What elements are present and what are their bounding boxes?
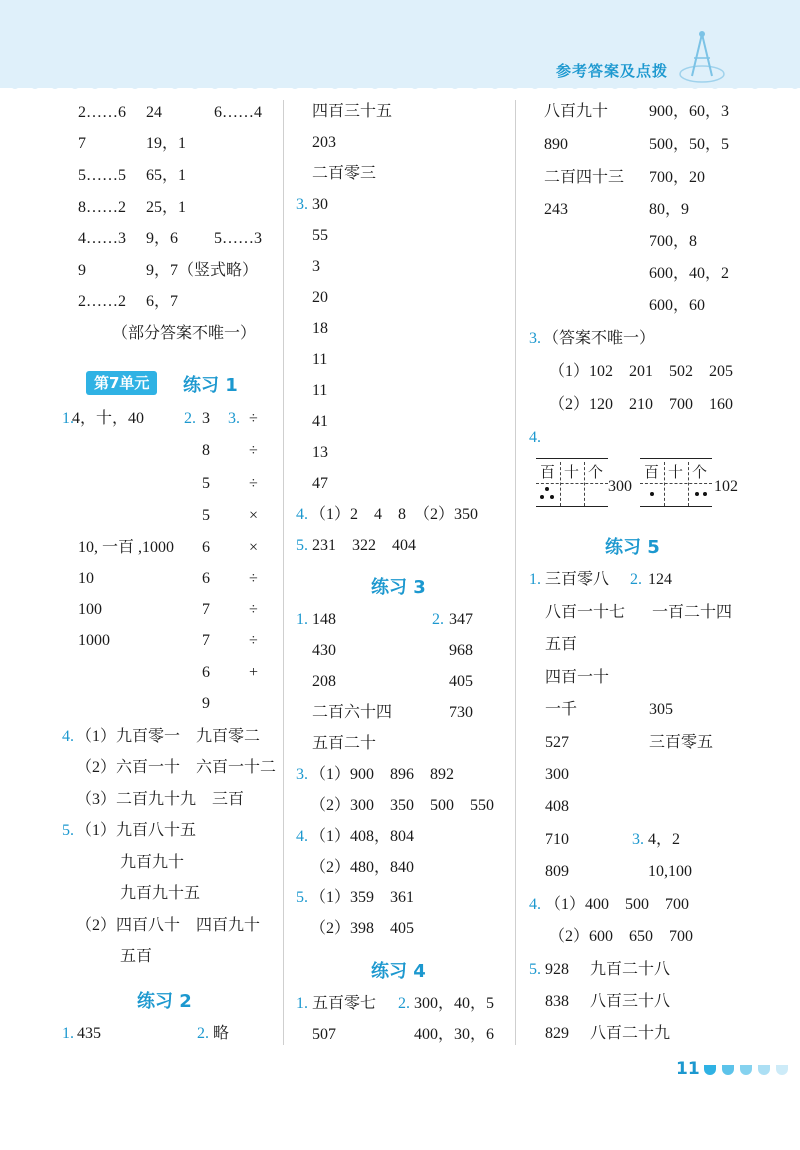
answer-value: 30 [312, 196, 328, 213]
unit-badge: 第7单元 [86, 371, 157, 395]
compass-icon [672, 28, 732, 88]
answer-value: 710 [545, 831, 569, 848]
question-number: 2. [630, 571, 642, 588]
answer-value: 3 [312, 258, 320, 275]
answer-symbol: ÷ [249, 410, 258, 427]
answer-value: 一千 [545, 701, 578, 718]
answer-line: 五百 [120, 948, 153, 965]
abacus-bead [695, 492, 699, 496]
section-title: 练习 5 [605, 537, 660, 558]
abacus-diagram [640, 458, 712, 510]
question-number: 2. [197, 1025, 209, 1042]
abacus-bead [540, 495, 544, 499]
answer-value: 305 [649, 701, 673, 718]
abacus-label-hundreds: 百 [644, 465, 660, 481]
answer-cell: 6，7 [146, 293, 179, 310]
answer-value: 829 [545, 1025, 569, 1042]
answer-value: 4，2 [648, 831, 681, 848]
answer-value: 3 [202, 410, 210, 427]
question-number: 1. [529, 571, 541, 588]
answer-cell: 4……3 [78, 230, 126, 247]
answer-value: 968 [449, 642, 473, 659]
answer-line: 四百三十五 [312, 103, 393, 120]
answer-cell: 2……6 [78, 104, 126, 121]
answer-value: 700，8 [649, 233, 698, 250]
answer-line: （1）102 201 502 205 [549, 363, 734, 380]
answer-line: 九百九十五 [120, 885, 201, 902]
answer-symbol: + [249, 664, 259, 681]
answer-value: 6 [202, 539, 210, 556]
abacus-value: 300 [608, 478, 632, 495]
answer-value: 6 [202, 570, 210, 587]
abacus-bead [545, 487, 549, 491]
question-number: 4. [62, 728, 74, 745]
abacus-label-tens: 十 [564, 465, 580, 481]
answer-value: 148 [312, 611, 336, 628]
answer-value: 九百二十八 [590, 961, 671, 978]
answer-symbol: ÷ [249, 632, 258, 649]
answer-value: 100 [78, 601, 102, 618]
answer-line: （2）398 405 [310, 920, 415, 937]
answer-line: （1）408，804 [310, 828, 415, 845]
answer-cell: 19，1 [146, 135, 187, 152]
section-title: 练习 4 [371, 961, 426, 982]
answer-value: 600，40，2 [649, 265, 730, 282]
answer-value: 9 [202, 695, 210, 712]
answer-value: 三百零八 [545, 571, 610, 588]
answer-value: 11 [312, 351, 328, 368]
question-number: 5. [529, 961, 541, 978]
abacus-label-ones: 个 [692, 465, 708, 481]
answer-text: 4，十，40 [72, 410, 145, 427]
question-number: 1. [296, 611, 308, 628]
answer-line: 二百零三 [312, 165, 377, 182]
header-title: 参考答案及点拨 [555, 62, 668, 80]
answer-value: 20 [312, 289, 328, 306]
question-number: 3. [296, 196, 308, 213]
section-title: 练习 3 [371, 577, 426, 598]
answer-value: 10,100 [648, 863, 692, 880]
answer-value: 五百 [545, 636, 578, 653]
answer-symbol: ÷ [249, 570, 258, 587]
answer-value: 80，9 [649, 201, 690, 218]
answer-value: 7 [202, 632, 210, 649]
answer-line: 九百九十 [120, 854, 185, 871]
answer-value: 890 [544, 136, 568, 153]
question-number: 5. [296, 537, 308, 554]
answer-value: 18 [312, 320, 328, 337]
answer-value: 11 [312, 382, 328, 399]
answer-value: 700，20 [649, 169, 706, 186]
answer-symbol: × [249, 539, 259, 556]
abacus-bead [703, 492, 707, 496]
answer-value: 838 [545, 993, 569, 1010]
answer-value: 五百二十 [312, 735, 377, 752]
answer-line: （1）2 4 8 （2）350 [310, 506, 479, 523]
answer-value: 55 [312, 227, 328, 244]
answer-symbol: ÷ [249, 442, 258, 459]
answer-line: （1）九百零一 九百零二 [76, 728, 261, 745]
answer-value: 6 [202, 664, 210, 681]
abacus-diagram [536, 458, 608, 510]
answer-value: 243 [544, 201, 568, 218]
answer-value: 五百零七 [312, 995, 377, 1012]
question-number: 5. [62, 822, 74, 839]
answer-value: 四百一十 [545, 669, 610, 686]
answer-cell: 65，1 [146, 167, 187, 184]
question-number: 2. [398, 995, 410, 1012]
answer-value: 124 [648, 571, 672, 588]
answer-value: 928 [545, 961, 569, 978]
answer-value: 430 [312, 642, 336, 659]
answer-value: 41 [312, 413, 328, 430]
answer-note: （答案不唯一） [543, 330, 656, 347]
answer-cell: 25，1 [146, 199, 187, 216]
answer-value: 八百二十九 [590, 1025, 671, 1042]
answer-cell: 5……3 [214, 230, 262, 247]
answer-value: 二百六十四 [312, 704, 393, 721]
question-number: 4. [529, 896, 541, 913]
page-number: 11 [676, 1059, 700, 1079]
answer-value: 7 [202, 601, 210, 618]
answer-value: 408 [545, 798, 569, 815]
column-divider-2 [515, 100, 516, 1045]
answer-value: 347 [449, 611, 473, 628]
answer-symbol: ÷ [249, 475, 258, 492]
answer-value: 300，40，5 [414, 995, 495, 1012]
answer-symbol: ÷ [249, 601, 258, 618]
answer-value: 8 [202, 442, 210, 459]
question-number: 3. [529, 330, 541, 347]
answer-line: （2）120 210 700 160 [549, 396, 734, 413]
answer-value: 略 [213, 1025, 230, 1042]
answer-note: （部分答案不唯一） [112, 325, 257, 342]
question-number: 4. [296, 828, 308, 845]
question-number: 3. [296, 766, 308, 783]
answer-cell: 7 [78, 135, 86, 152]
answer-value: 5 [202, 475, 210, 492]
answer-line: 231 322 404 [312, 537, 417, 554]
answer-value: 809 [545, 863, 569, 880]
abacus-bead [650, 492, 654, 496]
column-divider-1 [283, 100, 284, 1045]
answer-value: 400，30，6 [414, 1026, 495, 1043]
footer-dots-decoration [702, 1063, 798, 1077]
answer-value: 1000 [78, 632, 110, 649]
answer-value: 900，60，3 [649, 103, 730, 120]
answer-value: 八百一十七 [545, 604, 626, 621]
answer-value: 一百二十四 [652, 604, 733, 621]
answer-value: 527 [545, 734, 569, 751]
answer-line: （2）四百八十 四百九十 [76, 917, 261, 934]
answer-line: （1）900 896 892 [310, 766, 455, 783]
answer-cell: 24 [146, 104, 162, 121]
abacus-label-tens: 十 [668, 465, 684, 481]
answer-value: 10 [78, 570, 94, 587]
question-number: 2. [432, 611, 444, 628]
question-number: 1. [62, 1025, 74, 1042]
abacus-label-ones: 个 [588, 465, 604, 481]
answer-value: 二百四十三 [544, 169, 625, 186]
answer-cell: 9，7（竖式略） [146, 262, 259, 279]
question-number: 3. [632, 831, 644, 848]
answer-value: 10, 一百 ,1000 [78, 539, 175, 556]
answer-line: （1）九百八十五 [76, 822, 197, 839]
answer-cell: 6……4 [214, 104, 262, 121]
abacus-bead [550, 495, 554, 499]
answer-value: 500，50，5 [649, 136, 730, 153]
question-number: 5. [296, 889, 308, 906]
question-number: 1. [296, 995, 308, 1012]
answer-line: （2）480，840 [310, 859, 415, 876]
answer-value: 三百零五 [649, 734, 714, 751]
section-title: 练习 2 [137, 991, 192, 1012]
question-number: 4. [296, 506, 308, 523]
answer-cell: 5……5 [78, 167, 126, 184]
section-title: 练习 1 [183, 375, 238, 396]
answer-line: （3）二百九十九 三百 [76, 791, 245, 808]
abacus-label-hundreds: 百 [540, 465, 556, 481]
answer-symbol: × [249, 507, 259, 524]
answer-cell: 9，6 [146, 230, 179, 247]
question-number: 2. [184, 410, 196, 427]
answer-value: 405 [449, 673, 473, 690]
answer-line: 203 [312, 134, 336, 151]
answer-value: 507 [312, 1026, 336, 1043]
answer-line: （2）六百一十 六百一十二 [76, 759, 277, 776]
answer-value: 八百三十八 [590, 993, 671, 1010]
answer-cell: 8……2 [78, 199, 126, 216]
question-number: 1. [62, 410, 74, 427]
answer-cell: 2……2 [78, 293, 126, 310]
answer-value: 208 [312, 673, 336, 690]
answer-line: （2）600 650 700 [549, 928, 694, 945]
answer-value: 47 [312, 475, 328, 492]
answer-value: 八百九十 [544, 103, 609, 120]
answer-value: 300 [545, 766, 569, 783]
answer-line: （2）300 350 500 550 [310, 797, 495, 814]
question-number: 4. [529, 429, 541, 446]
answer-value: 5 [202, 507, 210, 524]
question-number: 3. [228, 410, 240, 427]
answer-value: 13 [312, 444, 328, 461]
answer-value: 435 [77, 1025, 101, 1042]
answer-cell: 9 [78, 262, 86, 279]
answer-line: （1）359 361 [310, 889, 415, 906]
answer-value: 600，60 [649, 297, 706, 314]
answer-line: （1）400 500 700 [545, 896, 690, 913]
answer-value: 730 [449, 704, 473, 721]
abacus-value: 102 [714, 478, 738, 495]
